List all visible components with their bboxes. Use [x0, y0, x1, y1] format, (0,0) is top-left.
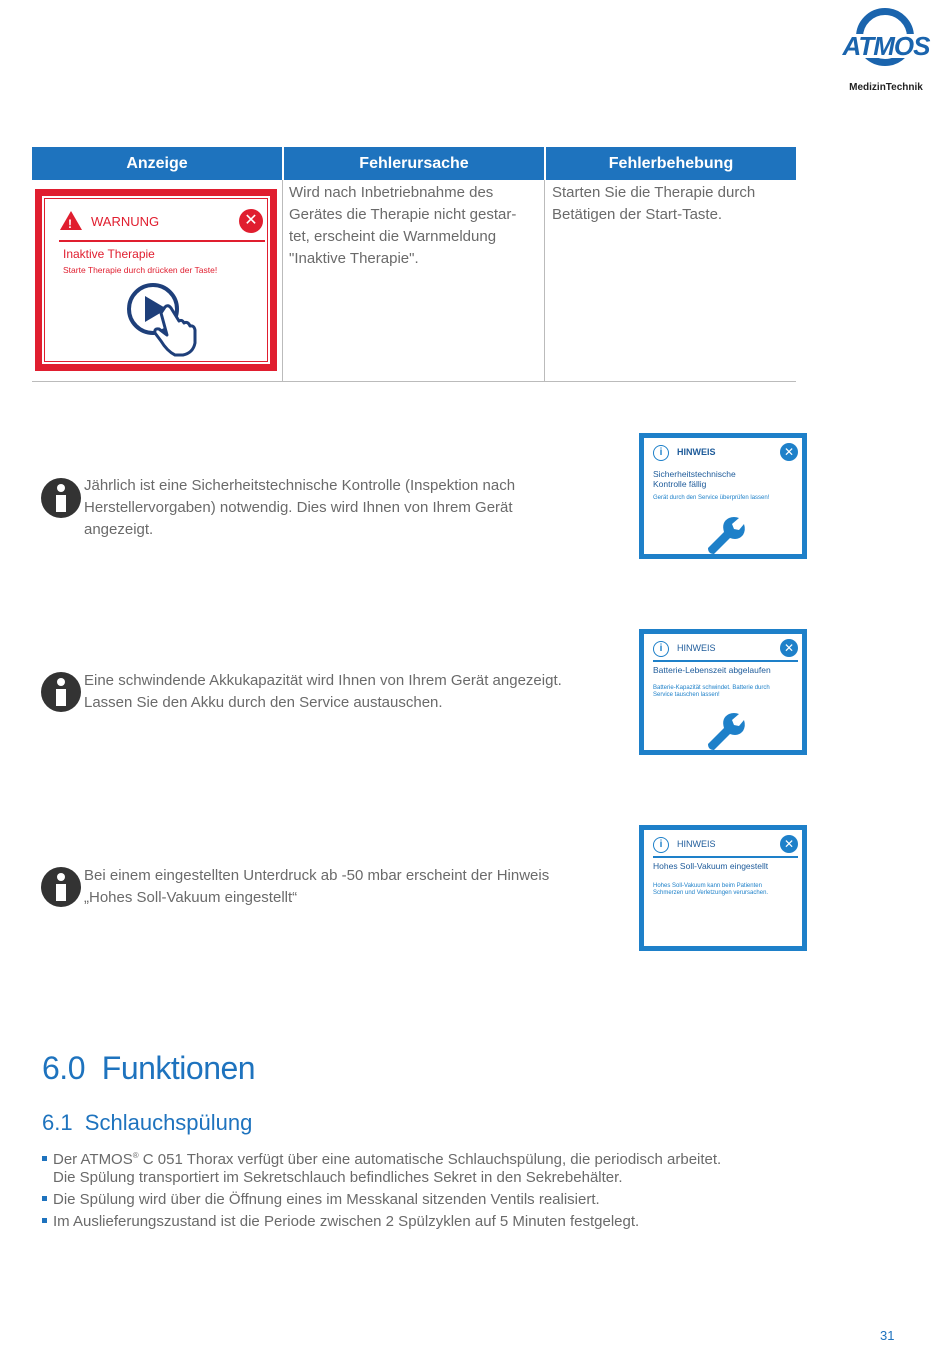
info-text-inspection: Jährlich ist eine Sicherheitstechnische Kontrolle (Inspektion nach Herstellervorgaben) notwendig. Dies wird Ihnen von Ihrem Gerät angezeigt.	[84, 477, 516, 538]
divider	[653, 660, 798, 662]
bullet-marker	[42, 1196, 47, 1201]
bullet-item: Im Auslieferungszustand ist die Periode zwischen 2 Spülzyklen auf 5 Minuten festgelegt.	[42, 1211, 639, 1233]
warning-screen	[35, 189, 277, 371]
close-icon: ✕	[780, 443, 798, 461]
bullet-marker	[42, 1156, 47, 1161]
hinweis-title: HINWEIS	[677, 839, 716, 849]
hinweis-subtext: Hohes Soll-Vakuum kann beim Patienten Schmerzen und Verletzungen verursachen.	[653, 883, 769, 896]
divider	[653, 856, 798, 858]
header-fehlerbehebung: Fehlerbehebung	[546, 147, 796, 180]
subsection-title: 6.1 Schlauchspülung	[42, 1110, 253, 1135]
info-icon: i	[653, 837, 669, 853]
page-number: 31	[880, 1328, 895, 1343]
header-anzeige: Anzeige	[32, 147, 282, 180]
wrench-icon	[702, 510, 746, 554]
error-table	[32, 147, 796, 382]
divider	[59, 240, 265, 242]
warning-title: WARNUNG	[91, 214, 160, 229]
atmos-logo	[836, 8, 936, 100]
hinweis-subtext: Batterie-Kapazität schwindet. Batterie durch Service tauschen lassen!	[653, 685, 770, 698]
bullet-marker	[42, 1218, 47, 1223]
hinweis-title: HINWEIS	[677, 447, 716, 457]
close-icon: ✕	[780, 835, 798, 853]
info-text-vacuum: Bei einem eingestellten Unterdruck ab -50 mbar erscheint der Hinweis „Hohes Soll-Vakuum eingestellt“	[84, 867, 550, 906]
bullet-item: Die Spülung wird über die Öffnung eines im Messkanal sitzenden Ventils realisiert.	[42, 1189, 600, 1211]
hinweis-screen-vacuum	[639, 825, 807, 951]
logo-word: ATMOS	[838, 34, 934, 58]
table-bottom-rule	[32, 381, 796, 382]
header-fehlerursache: Fehlerursache	[284, 147, 544, 180]
play-button-icon	[127, 283, 207, 363]
column-divider	[282, 180, 283, 382]
exclamation-icon: !	[68, 217, 72, 231]
bullet-item: Der ATMOS® C 051 Thorax verfügt über eine automatische Schlauchspülung, die periodisch arbeitet.	[42, 1145, 721, 1171]
close-icon: ✕	[780, 639, 798, 657]
info-icon	[41, 672, 81, 712]
cause-text: Wird nach Inbetriebnahme des Gerätes die Therapie nicht gestar- tet, erscheint die Warnmeldung "Inaktive Therapie".	[289, 184, 517, 267]
logo-subtitle: MedizinTechnik	[849, 82, 923, 93]
info-text-battery: Eine schwindende Akkukapazität wird Ihnen von Ihrem Gerät angezeigt. Lassen Sie den Akku durch den Service austauschen.	[84, 672, 562, 711]
hinweis-title: HINWEIS	[677, 643, 716, 653]
bullet-continuation: Die Spülung transportiert im Sekretschlauch befindliches Sekret in den Sekrebehälter.	[53, 1169, 623, 1186]
info-icon: i	[653, 445, 669, 461]
info-icon	[41, 478, 81, 518]
info-icon: i	[653, 641, 669, 657]
warning-subtext: Starte Therapie durch drücken der Taste!	[63, 265, 218, 275]
info-icon	[41, 867, 81, 907]
close-icon: ✕	[239, 209, 263, 233]
hinweis-heading: Hohes Soll-Vakuum eingestellt	[653, 861, 769, 871]
wrench-icon	[702, 706, 746, 750]
hinweis-subtext: Gerät durch den Service überprüfen lassen!	[653, 495, 770, 501]
hinweis-heading: Batterie-Lebenszeit abgelaufen	[653, 665, 771, 675]
fix-text: Starten Sie die Therapie durch Betätigen der Start-Taste.	[552, 184, 756, 223]
hinweis-screen-battery	[639, 629, 807, 755]
column-divider	[544, 180, 545, 382]
section-title: 6.0 Funktionen	[42, 1050, 256, 1086]
hinweis-screen-inspection	[639, 433, 807, 559]
hinweis-heading: Sicherheitstechnische Kontrolle fällig	[653, 469, 736, 489]
warning-heading: Inaktive Therapie	[63, 247, 155, 261]
